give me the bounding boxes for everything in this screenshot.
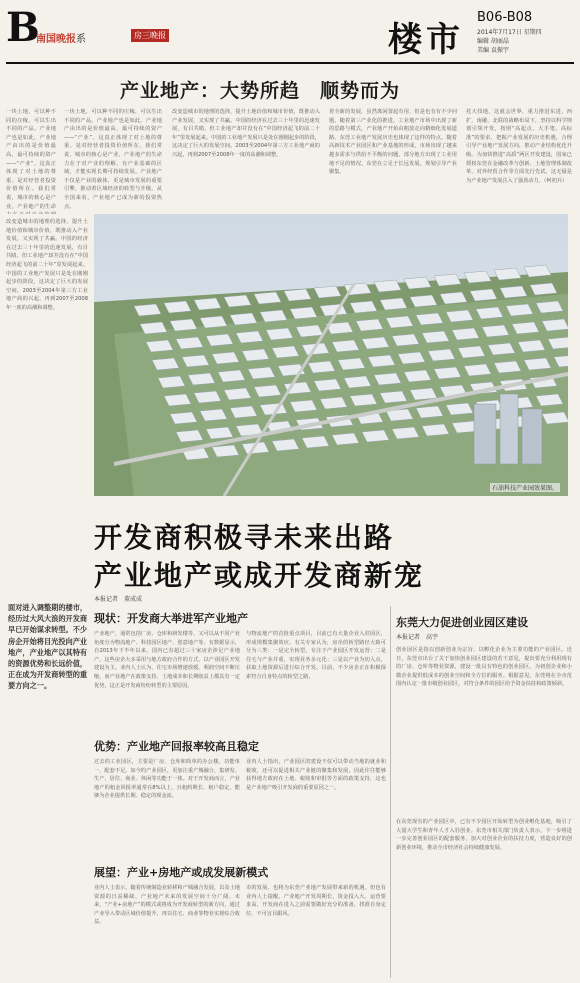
warehouse-roof: [344, 376, 371, 388]
warehouse-roof: [434, 274, 461, 286]
warehouse-roof: [182, 355, 209, 367]
warehouse-roof: [536, 301, 563, 313]
warehouse-roof: [320, 397, 347, 409]
top-article-column-3: 着全新的发展，虽然离闲置起有用，但是也有有不少问题。随着第三产业化的推进，工业地产市场中出现了新的思路与模式，产业地产开始由粗放走向精细化发展道路。东莞工业地产发展历史也体现了这样的特点。随着高新技术产业园区和产业基地的形成，市场出现了越来越多需求与供给不平衡的问题，部分地方出现了工业用地不足的情况。东莞在立足于长远发展，规划引导产业聚集。: [329, 109, 457, 176]
warehouse-roof: [482, 325, 509, 337]
warehouse-roof: [290, 307, 317, 319]
warehouse-roof: [416, 406, 443, 418]
warehouse-roof: [206, 334, 233, 346]
warehouse-roof: [290, 400, 317, 412]
warehouse-roof: [206, 427, 233, 439]
warehouse-roof: [494, 361, 521, 373]
issue-date: 2014年7月17日 星期四: [477, 29, 542, 36]
designer-credit: 美编 袁振宇: [477, 47, 509, 54]
section-1-text: 产业地产，通常包括厂房、仓库和研发楼等，又可以从不同产业角度分为物流地产、科技园区地产、创意地产等。有数据显示，自2013年下半年以来，国内已有超过三十家房企涉足产业地产。这些房企大多采用与地方政府合作的方式，以产业园区开发建设为主。业内人士认为，住宅市场增速放缓，利润空间不断压缩，而产业地产在政策支持、土地成本和长期收益上都具有一定优势，这正是开发商纷纷转型的主要原因。: [94, 631, 240, 689]
warehouse-roof: [284, 289, 311, 301]
issue-meta: [477, 28, 542, 55]
section-1-text-2: 与物流地产的首批重点项目，目前已有大量企业入驻园区，形成规模集聚效应。有关专家认为，房企的转型路径大致可分为三类：一是完全转型，专注于产业园区开发运营；二是住宅与产业并重，实现业务多元化；三是以产业为切入点，获取土地资源后进行综合开发。目前，不少房企正在积极探索符合自身特点的转型之路。: [246, 631, 386, 680]
warehouse-roof: [188, 373, 215, 385]
warehouse-roof: [428, 349, 455, 361]
warehouse-roof: [464, 364, 491, 376]
warehouse-roof: [320, 304, 347, 316]
warehouse-roof: [332, 433, 359, 445]
warehouse-roof: [536, 394, 563, 406]
warehouse-roof: [542, 412, 568, 424]
warehouse-roof: [464, 271, 491, 283]
warehouse-roof: [518, 340, 545, 352]
section-title: 楼市: [388, 20, 464, 60]
warehouse-roof: [512, 322, 539, 334]
warehouse-roof: [422, 424, 449, 436]
warehouse-roof: [236, 331, 263, 343]
warehouse-roof: [386, 316, 413, 328]
warehouse-roof: [200, 409, 227, 421]
warehouse-roof: [356, 319, 383, 331]
warehouse-roof: [194, 391, 221, 403]
warehouse-roof: [176, 430, 203, 442]
section-3-text-2: 市的发展，也将为东莞产业地产发展带来新的机遇。但也有业内人士提醒，产业地产开发周期长、资金投入大、运营要求高，开发商在进入之前需要做好充分的准备，找准自身定位，不可盲目跟风。: [246, 885, 386, 917]
warehouse-roof: [458, 346, 485, 358]
section-letter: B: [6, 4, 40, 51]
warehouse-roof: [422, 331, 449, 343]
photo-caption: 石油科技产业园效果图。: [491, 485, 558, 492]
brand-title: 南国晚报: [36, 34, 76, 45]
right-article-text-2: 在东莞现有的产业园区中，已有不少园区开始转型为创业孵化基地，吸引了大量大学生和青年人才入驻创业。东莞市相关部门负责人表示，下一步将进一步完善创业园区的配套服务，加大对创业企业的扶持力度，营造良好的创新创业环境，推动全市经济社会持续健康发展。: [396, 819, 572, 851]
section-2-heading: 优势：产业地产回报率较高且稳定: [94, 740, 259, 753]
section-3-heading: 展望：产业+房地产或成发展新模式: [94, 866, 269, 879]
main-byline: 本报记者 董成成: [94, 596, 143, 603]
section-2-text-2: 业内人士指出，产业园区的建设不仅可以带动当地的就业和税收，还可以促进相关产业链的聚集和发展，因此往往能够获得地方政府在土地、税收和审批等方面的政策支持，这也是产业地产吸引开发商的重要原因之一。: [246, 759, 386, 791]
warehouse-roof: [194, 298, 221, 310]
warehouse-roof: [302, 436, 329, 448]
warehouse-roof: [170, 412, 197, 424]
warehouse-roof: [530, 283, 557, 295]
warehouse-roof: [152, 358, 179, 370]
warehouse-roof: [452, 328, 479, 340]
warehouse-roof: [176, 337, 203, 349]
warehouse-roof: [350, 394, 377, 406]
warehouse-roof: [158, 376, 185, 388]
warehouse-roof: [380, 391, 407, 403]
warehouse-roof: [494, 268, 521, 280]
warehouse-roof: [416, 313, 443, 325]
section-2-text: 过去的工业园区，主要是厂房、仓库和简单的办公楼，功能单一，配套不足。如今的产业园区，更加注重产城融合，集研发、生产、居住、商业、休闲等功能于一体。对于开发商而言，产业地产的租金回报率通常在8%以上，且租约期长、租户稳定，能够为企业提供长期、稳定的现金流。: [94, 759, 240, 800]
warehouse-roof: [164, 301, 191, 313]
warehouse-roof: [410, 388, 437, 400]
main-lead: 面对进入调整期的楼市，经历过大风大浪的开发商早已开始谋求转型。不少房企开始将目光投向产业地产，产业地产以其特有的资源优势和长远价值，正在成为开发商转型的重要方向之一。: [8, 603, 88, 691]
warehouse-roof: [212, 445, 239, 457]
warehouse-roof: [440, 292, 467, 304]
warehouse-roof: [542, 319, 568, 331]
warehouse-roof: [314, 379, 341, 391]
main-headline-line-2: 产业地产或成开发商新宠: [94, 559, 425, 592]
industrial-park-rendering: [94, 214, 568, 496]
right-article-text: 创业园区是指以创新创业为宗旨、以孵化企业为主要功能的产业园区。近日，东莞市出台了关于加快创业园区建设的若干意见，提出要充分利用现有的厂房、仓库等物业资源，建设一批具有特色的创业园区，为初创企业和小微企业提供低成本的创业空间和全方位的服务。根据意见，东莞将在全市范围内认定一批市级创业园区，对符合条件的园区给予资金扶持和政策倾斜。: [396, 647, 572, 688]
warehouse-roof: [470, 289, 497, 301]
warehouse-roof: [434, 367, 461, 379]
warehouse-roof: [380, 298, 407, 310]
section-3-text: 业内人士表示，随着传统制造业转移和产城融合发展，以及土地资源的日益稀缺，产业地产未来的发展空间十分广阔。未来，“产业+房地产”的模式或将成为开发商转型的新方向，通过产业导入带动区域价值提升，再以住宅、商业等物业实现综合收益。: [94, 885, 240, 926]
warehouse-roof: [260, 310, 287, 322]
top-article-column-0: 一块土地，可以种不同的庄稼，可以生出不同的产品。产业地产也是如此。产业地产由出的是价值最高，最可持续的资产——“产业”。这真正体现了对土地的尊重。是对经营者投资价值所在。我们常说，城市的核心是产业，产业地产的生命: [6, 109, 56, 210]
editor-credit: 编辑 胡丽晶: [477, 38, 509, 45]
warehouse-roof: [266, 328, 293, 340]
warehouse-roof: [170, 319, 197, 331]
right-article-byline: 本报记者 高宇: [396, 634, 439, 641]
warehouse-roof: [392, 334, 419, 346]
top-article-column-1: 一块土地，可以种不同的庄稼，可以生出不同的产品。产业地产也是如此。产业地产由出的是价值最高，最可持续的资产——“产业”。这真正体现了对土地的尊重。是对经营者投资价值所在。我们常说，城市的核心是产业，产业地产的生命力在于对产业的理解，有产业基础的区域，才能实现长期可持续发展。产业地产不仅是产业的载体，更是城市发展的重要引擎，推动着区域经济的转型与升级。从全国来看，产业地产已成为新的投资热点。: [64, 109, 162, 210]
warehouse-roof: [374, 280, 401, 292]
warehouse-roof: [332, 340, 359, 352]
warehouse-roof: [398, 352, 425, 364]
warehouse-roof: [242, 349, 269, 361]
warehouse-roof: [350, 301, 377, 313]
warehouse-roof: [254, 385, 281, 397]
warehouse-roof: [308, 361, 335, 373]
aerial-view-illustration: [94, 214, 568, 496]
warehouse-roof: [248, 367, 275, 379]
warehouse-roof: [404, 277, 431, 289]
warehouse-roof: [506, 304, 533, 316]
warehouse-roof: [446, 403, 473, 415]
right-article-heading: 东莞大力促进创业园区建设: [396, 616, 528, 629]
brand-name: [36, 30, 86, 45]
warehouse-roof: [368, 355, 395, 367]
warehouse-roof: [272, 346, 299, 358]
column-divider: [390, 606, 391, 978]
warehouse-roof: [488, 343, 515, 355]
warehouse-roof: [524, 265, 551, 277]
brand-series: 系: [76, 34, 86, 45]
top-article-column-side: 改变造城市的地理的选择，提升土地价值和城市价值，既推动入产业发展，又实现了共赢。中国的经济在过去三十年里的迅速发展，有目共睹。但工业地产却并没有在“中国经济起飞的前二十年”里发展起来。中国的工业地产发展只是处在刚刚起步的阶段，这决定了巨大的发展空间。2003至2004年第三方工业地产商的兴起，再到2007至2008年一度的高潮和调整。: [6, 219, 88, 311]
warehouse-roof: [524, 358, 551, 370]
warehouse-roof: [404, 370, 431, 382]
warehouse-roof: [212, 352, 239, 364]
warehouse-roof: [410, 295, 437, 307]
warehouse-roof: [134, 304, 161, 316]
warehouse-roof: [224, 295, 251, 307]
warehouse-roof: [164, 394, 191, 406]
warehouse-roof: [272, 439, 299, 451]
section-1-heading: 现状：开发商大举进军产业地产: [94, 612, 248, 625]
top-article-title: 产业地产：大势所趋 顺势而为: [120, 80, 401, 102]
top-article-column-4: 托大技地，这就会世界，重力推进东进，西扩，南融，北联的战略布局下，坚持以科学规划引领开发，按照“高起点、大手笔、高标准”的要求，把握产业发展的历史机遇，合理引导产业地产发展方向，推动产业结构优化升级。为加快推进“高质”两区开发建设，国家已授权东莞在金融改革与创新、土地管理体制改革、对外经贸合作等方面先行先试，这无疑是为产业地产发展注入了强劲动力。（柯初兵）: [466, 109, 572, 184]
warehouse-roof: [140, 322, 167, 334]
warehouse-roof: [296, 325, 323, 337]
main-headline-line-1: 开发商积极寻未来出路: [94, 521, 395, 554]
warehouse-roof: [446, 310, 473, 322]
warehouse-roof: [230, 313, 257, 325]
masthead: [0, 0, 580, 62]
warehouse-roof: [230, 406, 257, 418]
warehouse-roof: [392, 427, 419, 439]
masthead-rule: [6, 62, 574, 64]
warehouse-roof: [314, 286, 341, 298]
partner-tag: 房三晚报: [131, 29, 169, 42]
warehouse-roof: [254, 292, 281, 304]
warehouse-roof: [338, 358, 365, 370]
warehouse-roof: [362, 430, 389, 442]
warehouse-roof: [476, 307, 503, 319]
top-article-column-2: 改变造城市的地理的选择，提升土地价值和城市价值，既推动入产业发展，又实现了共赢。中国的经济在过去三十年里的迅速发展，有目共睹。但工业地产却并没有在“中国经济起飞的前二十年”里发展起来。中国的工业地产发展只是处在刚刚起步的阶段，这决定了巨大的发展空间。2003至2004年第三方工业地产商的兴起，再到2007至2008年一度的高潮和调整。: [172, 109, 320, 158]
page-range: B06-B08: [477, 10, 533, 25]
warehouse-roof: [362, 337, 389, 349]
warehouse-roof: [224, 388, 251, 400]
warehouse-roof: [500, 286, 527, 298]
warehouse-roof: [200, 316, 227, 328]
warehouse-roof: [146, 340, 173, 352]
warehouse-roof: [218, 370, 245, 382]
warehouse-roof: [374, 373, 401, 385]
